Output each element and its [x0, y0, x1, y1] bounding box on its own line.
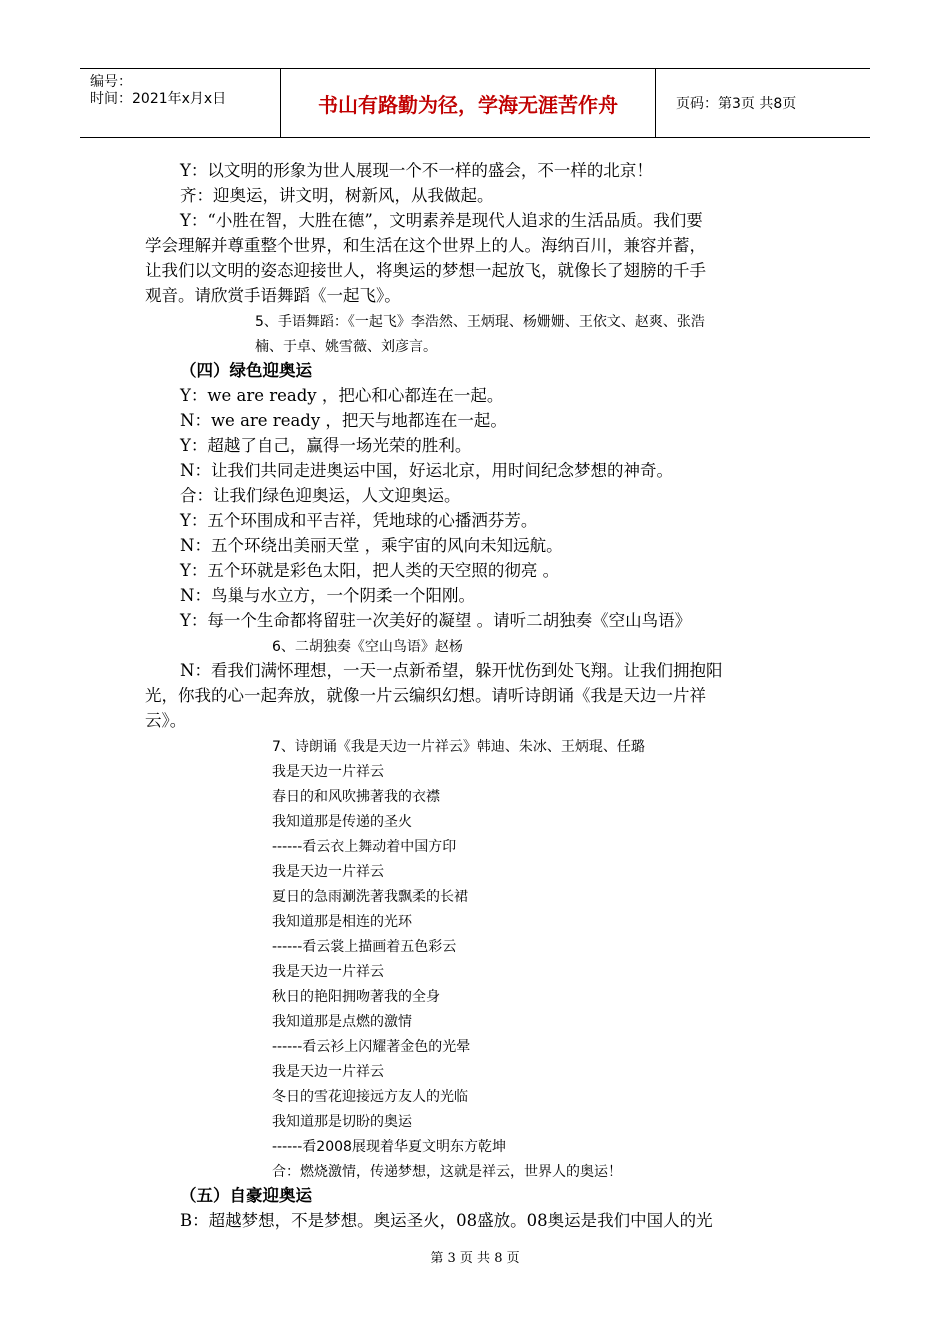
text-line: 合：让我们绿色迎奥运，人文迎奥运。 — [180, 486, 461, 505]
header-page-info — [666, 69, 870, 137]
page-header — [80, 68, 870, 138]
text-line: 云》。 — [145, 711, 187, 730]
text-line: 齐：迎奥运，讲文明，树新风，从我做起。 — [180, 186, 494, 205]
section-heading: （五）自豪迎奥运 — [180, 1186, 312, 1205]
date-label: 时间：2021年x月x日 — [90, 91, 227, 107]
text-line: 学会理解并尊重整个世界，和生活在这个世界上的人。海纳百川，兼容并蓄， — [145, 236, 706, 255]
text-line: Y：以文明的形象为世人展现一个不一样的盛会，不一样的北京！ — [180, 161, 653, 180]
poem-line: 合：燃烧激情，传递梦想，这就是祥云，世界人的奥运！ — [272, 1164, 622, 1180]
poem-line: 我是天边一片祥云 — [272, 1064, 384, 1080]
header-meta — [80, 69, 280, 137]
poem-line: 冬日的雪花迎接远方友人的光临 — [272, 1089, 468, 1105]
poem-line: 我知道那是相连的光环 — [272, 914, 412, 930]
program-item: 楠、于卓、姚雪薇、刘彦言。 — [255, 339, 437, 355]
text-line: Y：五个环围成和平吉祥，凭地球的心播洒芬芳。 — [180, 511, 538, 530]
text-line: Y：五个环就是彩色太阳，把人类的天空照的彻亮 。 — [180, 561, 560, 580]
program-item: 5、手语舞蹈：《一起飞》李浩然、王炳琨、杨姗姗、王依文、赵爽、张浩 — [255, 314, 705, 330]
program-item: 6、二胡独奏《空山鸟语》赵杨 — [272, 639, 463, 655]
text-line: Y：“小胜在智，大胜在德”，文明素养是现代人追求的生活品质。我们要 — [180, 211, 703, 230]
poem-line: 我是天边一片祥云 — [272, 864, 384, 880]
section-heading: （四）绿色迎奥运 — [180, 361, 312, 380]
poem-line: 我知道那是点燃的激情 — [272, 1014, 412, 1030]
page-footer: 第 3 页 共 8 页 — [430, 1251, 520, 1266]
text-line: Y：每一个生命都将留驻一次美好的凝望 。请听二胡独奏《空山鸟语》 — [180, 611, 692, 630]
program-item: 7、诗朗诵《我是天边一片祥云》韩迪、朱冰、王炳琨、任璐 — [272, 739, 645, 755]
text-line: B：超越梦想，不是梦想。奥运圣火，08盛放。08奥运是我们中国人的光 — [180, 1211, 713, 1230]
page-info-text: 页码：第3页 共8页 — [676, 96, 797, 112]
text-line: Y：超越了自己，赢得一场光荣的胜利。 — [180, 436, 472, 455]
poem-line: 我是天边一片祥云 — [272, 964, 384, 980]
poem-line: 秋日的艳阳拥吻著我的全身 — [272, 989, 440, 1005]
code-label: 编号： — [90, 74, 132, 90]
text-line: N：让我们共同走进奥运中国，好运北京，用时间纪念梦想的神奇。 — [180, 461, 673, 480]
poem-line: 春日的和风吹拂著我的衣襟 — [272, 789, 440, 805]
text-line: N：we are ready ，把天与地都连在一起。 — [180, 411, 507, 430]
text-line: N：五个环绕出美丽天堂 ，乘宇宙的风向未知远航。 — [180, 536, 563, 555]
text-line: 光，你我的心一起奔放，就像一片云编织幻想。请听诗朗诵《我是天边一片祥 — [145, 686, 706, 705]
poem-line: 夏日的急雨涮洗著我飘柔的长裙 — [272, 889, 468, 905]
header-divider — [655, 69, 656, 137]
poem-line: 我知道那是切盼的奥运 — [272, 1114, 412, 1130]
text-line: N：鸟巢与水立方，一个阴柔一个阳刚。 — [180, 586, 475, 605]
header-motto: 书山有路勤为径，学海无涯苦作舟 — [318, 92, 618, 117]
poem-line: ------看云衫上闪耀著金色的光晕 — [272, 1039, 471, 1055]
poem-line: 我知道那是传递的圣火 — [272, 814, 412, 830]
poem-line: ------看云衣上舞动着中国方印 — [272, 839, 457, 855]
text-line: 让我们以文明的姿态迎接世人，将奥运的梦想一起放飞，就像长了翅膀的千手 — [145, 261, 706, 280]
text-line: Y：we are ready ，把心和心都连在一起。 — [180, 386, 504, 405]
poem-line: ------看2008展现着华夏文明东方乾坤 — [272, 1139, 506, 1155]
poem-line: 我是天边一片祥云 — [272, 764, 384, 780]
text-line: N：看我们满怀理想，一天一点新希望，躲开忧伤到处飞翔。让我们拥抱阳 — [180, 661, 723, 680]
poem-line: ------看云裳上描画着五色彩云 — [272, 939, 457, 955]
text-line: 观音。请欣赏手语舞蹈《一起飞》。 — [145, 286, 401, 305]
